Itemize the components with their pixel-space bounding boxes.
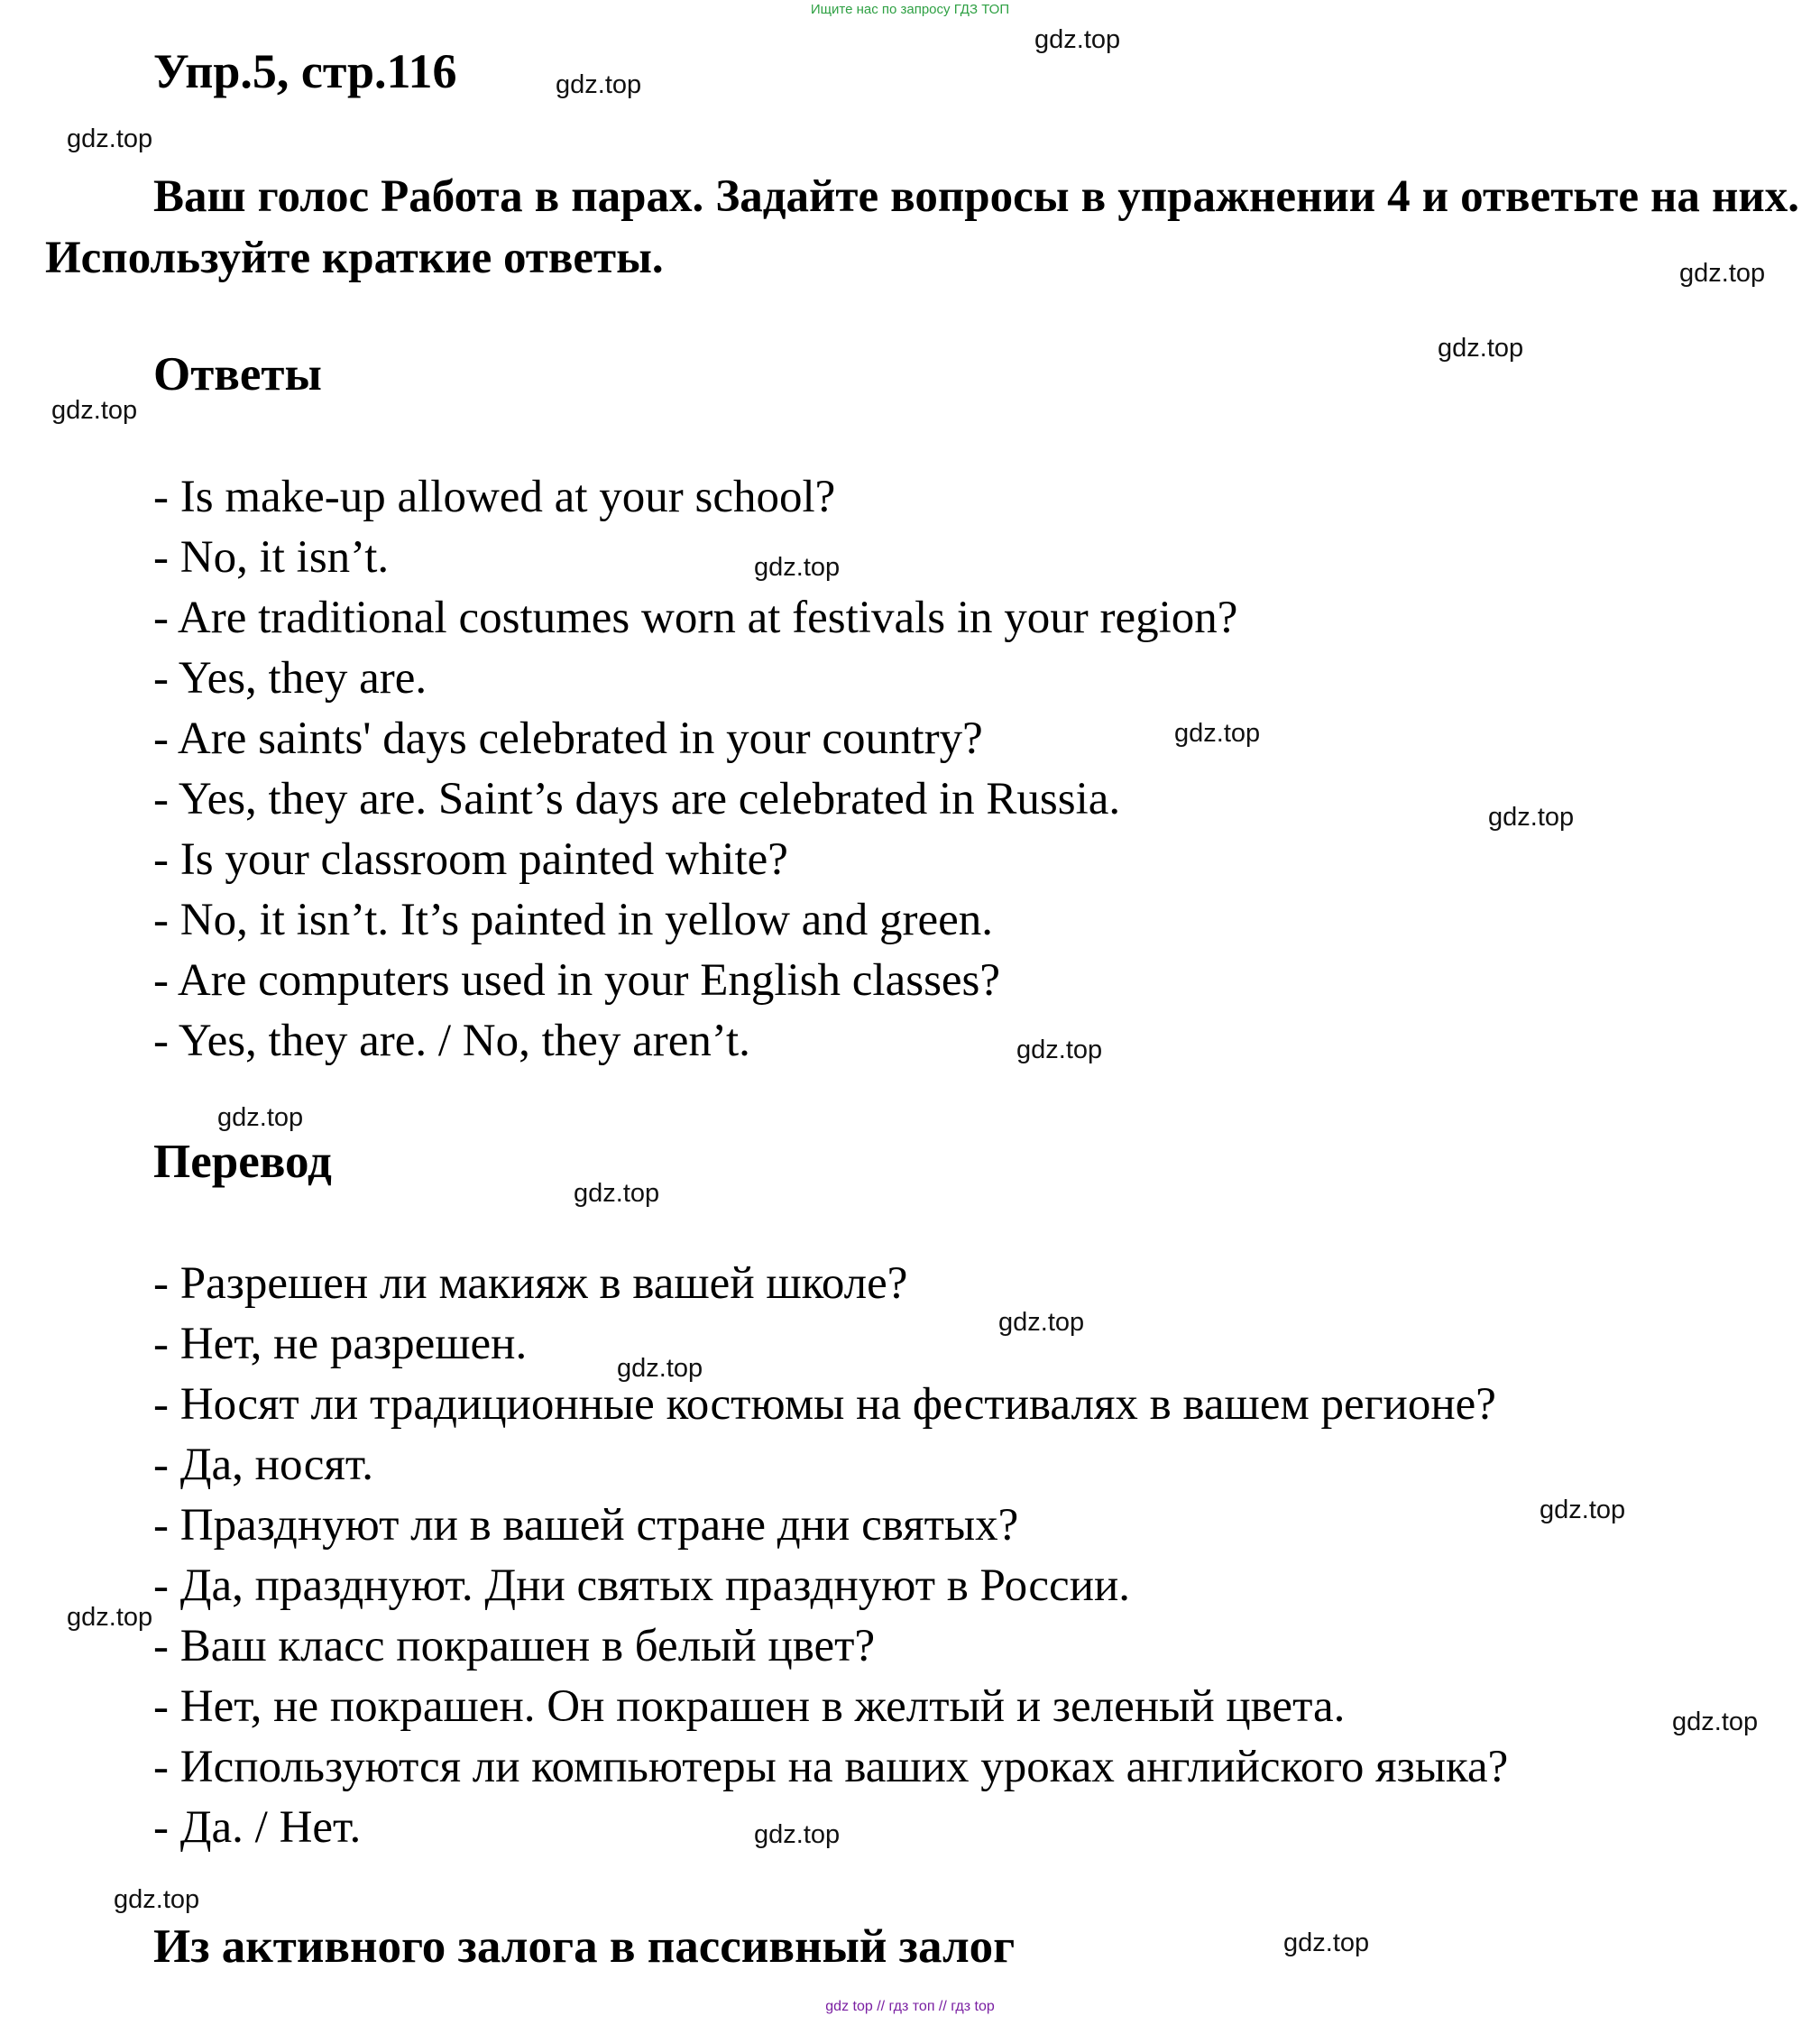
exercise-title: Упр.5, стр.116 [153, 44, 457, 98]
translation-line: - Используются ли компьютеры на ваших уроках английского языка? [153, 1742, 1509, 1792]
answer-line: - Yes, they are. [153, 653, 427, 704]
translation-line: - Нет, не покрашен. Он покрашен в желтый и зеленый цвета. [153, 1681, 1346, 1732]
answer-line: - Is make-up allowed at your school? [153, 472, 836, 522]
watermark: gdz.top [556, 70, 642, 99]
watermark: gdz.top [1679, 259, 1766, 288]
search-banner: Ищите нас по запросу ГДЗ ТОП [810, 2, 1010, 17]
section-heading: Из активного залога в пассивный залог [153, 1920, 1016, 1973]
watermark: gdz.top [51, 396, 138, 425]
watermark: gdz.top [114, 1885, 200, 1914]
watermark: gdz.top [1488, 803, 1575, 832]
watermark: gdz.top [1034, 25, 1121, 54]
watermark: gdz.top [754, 1820, 841, 1849]
footer-watermark: gdz top // гдз топ // гдз top [825, 1999, 995, 2014]
answer-line: - Is your classroom painted white? [153, 834, 788, 885]
watermark: gdz.top [1016, 1036, 1103, 1064]
task-text: Ваш голос Работа в парах. Задайте вопросы в упражнении 4 и ответьте на них. Используйте краткие ответы. [45, 171, 1799, 283]
translation-line: - Празднуют ли в вашей стране дни святых? [153, 1500, 1019, 1551]
translation-line: - Ваш класс покрашен в белый цвет? [153, 1621, 876, 1671]
answers-heading: Ответы [153, 348, 322, 400]
answer-line: - Are computers used in your English classes? [153, 955, 1001, 1006]
translation-list [153, 1254, 1508, 1858]
translation-line: - Да. / Нет. [153, 1802, 362, 1853]
answers-list [153, 467, 1237, 1072]
answer-line: - Are saints' days celebrated in your country? [153, 713, 983, 764]
translation-line: - Нет, не разрешен. [153, 1319, 528, 1369]
answer-line: - Yes, they are. Saint’s days are celebrated in Russia. [153, 774, 1121, 824]
answer-line: - Yes, they are. / No, they aren’t. [153, 1016, 750, 1066]
translation-line: - Да, носят. [153, 1440, 374, 1490]
watermark: gdz.top [754, 553, 841, 582]
watermark: gdz.top [217, 1103, 304, 1132]
watermark: gdz.top [67, 1603, 153, 1632]
translation-heading: Перевод [153, 1136, 332, 1188]
watermark: gdz.top [574, 1179, 660, 1208]
translation-line: - Да, празднуют. Дни святых празднуют в России. [153, 1560, 1131, 1611]
watermark: gdz.top [1283, 1928, 1370, 1957]
answer-line: - Are traditional costumes worn at festivals in your region? [153, 593, 1238, 643]
answer-line: - No, it isn’t. [153, 532, 390, 583]
translation-line: - Разрешен ли макияж в вашей школе? [153, 1258, 908, 1309]
answer-line: - No, it isn’t. It’s painted in yellow and green. [153, 895, 994, 945]
translation-line: - Носят ли традиционные костюмы на фестивалях в вашем регионе? [153, 1379, 1496, 1430]
watermark: gdz.top [67, 124, 153, 153]
watermark: gdz.top [617, 1354, 703, 1383]
watermark: gdz.top [1438, 334, 1524, 363]
watermark: gdz.top [1174, 719, 1261, 748]
watermark: gdz.top [1672, 1707, 1759, 1736]
watermark: gdz.top [998, 1308, 1085, 1337]
watermark: gdz.top [1540, 1496, 1626, 1524]
